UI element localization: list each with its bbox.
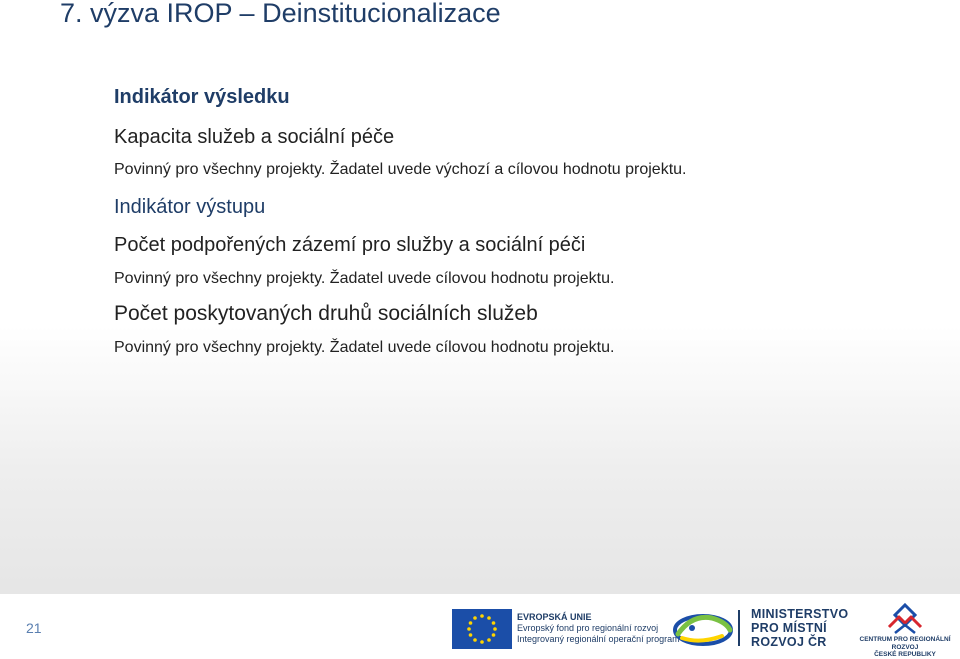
eu-logo-line: Evropský fond pro regionální rozvoj bbox=[517, 623, 659, 633]
output-indicator-note: Povinný pro všechny projekty. Žadatel uvede cílovou hodnotu projektu. bbox=[114, 339, 615, 356]
crr-logo-line: ČESKÉ REPUBLIKY bbox=[874, 651, 936, 658]
eu-logo-line: Integrovaný regionální operační program bbox=[517, 634, 680, 644]
output-indicator-note: Povinný pro všechny projekty. Žadatel uvede cílovou hodnotu projektu. bbox=[114, 270, 615, 287]
logo-divider bbox=[738, 610, 740, 646]
result-indicator-note: Povinný pro všechny projekty. Žadatel uvede výchozí a cílovou hodnotu projektu. bbox=[114, 161, 687, 178]
output-indicator-name: Počet podpořených zázemí pro služby a sociální péči bbox=[114, 234, 586, 256]
mmr-logo-line: MINISTERSTVO bbox=[751, 607, 849, 621]
output-indicator-name: Počet poskytovaných druhů sociálních služeb bbox=[114, 302, 538, 325]
mmr-logo-line: PRO MÍSTNÍ bbox=[751, 621, 827, 635]
result-indicator-heading: Indikátor výsledku bbox=[114, 86, 290, 108]
crr-logo-text bbox=[855, 636, 955, 659]
eu-logo-line: EVROPSKÁ UNIE bbox=[517, 612, 592, 622]
eu-logo-text bbox=[517, 612, 680, 645]
eu-flag-icon bbox=[452, 609, 512, 649]
mmr-logo-line: ROZVOJ ČR bbox=[751, 635, 827, 649]
irop-logo-icon bbox=[672, 610, 734, 648]
result-indicator-name: Kapacita služeb a sociální péče bbox=[114, 126, 395, 148]
output-indicator-heading: Indikátor výstupu bbox=[114, 196, 266, 218]
slide-title: 7. výzva IROP – Deinstitucionalizace bbox=[60, 0, 501, 28]
crr-logo-line: CENTRUM PRO REGIONÁLNÍ ROZVOJ bbox=[859, 636, 951, 651]
mmr-logo-text bbox=[751, 607, 848, 649]
crr-logo-icon bbox=[885, 603, 925, 635]
page-number: 21 bbox=[26, 620, 42, 636]
